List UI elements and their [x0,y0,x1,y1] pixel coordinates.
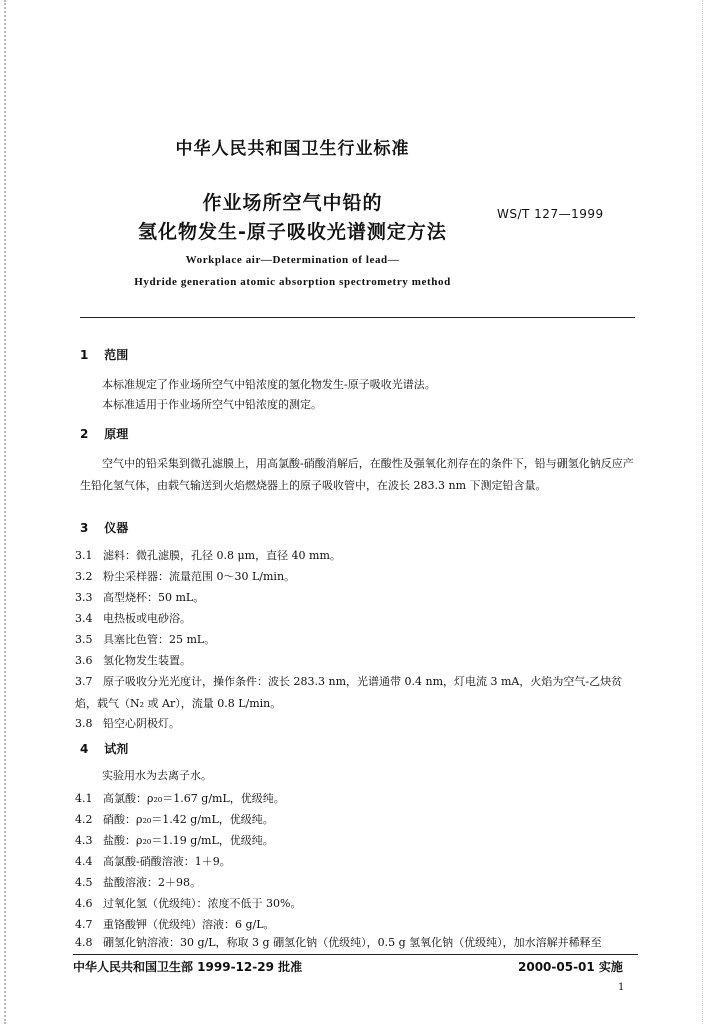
implementation-line: 2000-05-01 实施 [518,960,623,974]
item-text: 盐酸溶液：2＋98。 [103,876,201,889]
item-number: 3.3 [75,591,93,604]
standard-code: WS/T 127—1999 [497,207,604,221]
section-number: 4 [80,742,89,756]
document-title-line1: 作业场所空气中铅的 [202,192,383,214]
list-item [75,713,640,735]
list-item [75,830,640,852]
item-text: 铅空心阴极灯。 [103,717,180,730]
list-item [75,671,640,715]
item-number: 4.6 [75,897,93,910]
item-text: 滤料：微孔滤膜，孔径 0.8 μm，直径 40 mm。 [103,549,341,562]
item-text: 硼氢化钠溶液：30 g/L，称取 3 g 硼氢化钠（优级纯），0.5 g 氢氧化钠（优级纯），加水溶解并稀释至 [103,936,602,949]
footer-rule [73,954,638,955]
item-text: 粉尘采样器：流量范围 0～30 L/min。 [103,570,296,583]
section-heading-apparatus [80,519,128,536]
list-item [75,788,640,810]
item-number: 3.1 [75,549,93,562]
item-number: 4.3 [75,834,93,847]
list-item [75,545,640,567]
list-item [75,932,640,952]
issuing-organization: 中华人民共和国卫生行业标准 [175,139,410,159]
item-text: 硝酸：ρ₂₀＝1.42 g/mL，优级纯。 [103,813,274,826]
section-number: 1 [80,348,89,362]
page-number: 1 [618,982,625,993]
english-title-line2: Hydride generation atomic absorption spectrometry method [134,276,451,288]
item-number: 4.7 [75,918,93,931]
list-item [75,851,640,873]
english-title-line1: Workplace air—Determination of lead— [185,254,400,266]
item-text: 氢化物发生装置。 [103,654,191,667]
item-number: 4.5 [75,876,93,889]
scan-margin-right [702,0,703,1024]
list-item [75,893,640,915]
item-number: 4.4 [75,855,93,868]
item-number: 4.8 [75,936,93,949]
item-text: 高氯酸-硝酸溶液：1＋9。 [103,855,231,868]
item-text: 具塞比色管：25 mL。 [103,633,216,646]
section-title: 仪器 [104,521,129,535]
item-text: 盐酸：ρ₂₀＝1.19 g/mL，优级纯。 [103,834,274,847]
section-title: 范围 [104,348,129,362]
scope-paragraph-2: 本标准适用于作业场所空气中铅浓度的测定。 [102,398,322,411]
section-heading-scope [80,346,128,363]
item-number: 3.6 [75,654,93,667]
scope-paragraph-1: 本标准规定了作业场所空气中铅浓度的氢化物发生-原子吸收光谱法。 [102,378,436,391]
list-item [75,809,640,831]
principle-paragraph: 空气中的铅采集到微孔滤膜上，用高氯酸-硝酸消解后，在酸性及强氧化剂存在的条件下，铅与硼氢化钠反应产生铅化氢气体，由载气输送到火焰燃烧器上的原子吸收管中，在波长 283.3 nm 下测定铅含量。 [80,457,634,492]
list-item [75,608,640,630]
item-text: 高氯酸：ρ₂₀＝1.67 g/mL，优级纯。 [103,792,285,805]
list-item [75,629,640,651]
reagents-intro: 实验用水为去离子水。 [102,769,212,782]
header-rule [80,317,635,318]
document-title-line2: 氢化物发生-原子吸收光谱测定方法 [138,221,447,243]
section-heading-principle [80,425,128,442]
item-text: 高型烧杯：50 mL。 [103,591,205,604]
item-number: 3.2 [75,570,93,583]
section-number: 2 [80,427,89,441]
list-item [75,650,640,672]
section-number: 3 [80,521,89,535]
item-number: 3.7 [75,675,93,688]
item-number: 4.2 [75,813,93,826]
item-text: 过氧化氢（优级纯）：浓度不低于 30%。 [103,897,302,910]
list-item [75,587,640,609]
item-number: 3.5 [75,633,93,646]
item-number: 3.8 [75,717,93,730]
approval-line: 中华人民共和国卫生部 1999-12-29 批准 [73,960,303,974]
list-item [75,872,640,894]
section-title: 原理 [104,427,129,441]
item-number: 3.4 [75,612,93,625]
section-title: 试剂 [104,742,129,756]
item-number: 4.1 [75,792,93,805]
item-text: 重铬酸钾（优级纯）溶液：6 g/L。 [103,918,275,931]
item-text: 原子吸收分光光度计，操作条件：波长 283.3 nm，光谱通带 0.4 nm，灯电流 3 mA，火焰为空气-乙炔贫焰，载气（N₂ 或 Ar），流量 0.8 L/min。 [75,675,623,710]
list-item [75,566,640,588]
section-heading-reagents [80,740,128,757]
item-text: 电热板或电砂浴。 [103,612,191,625]
